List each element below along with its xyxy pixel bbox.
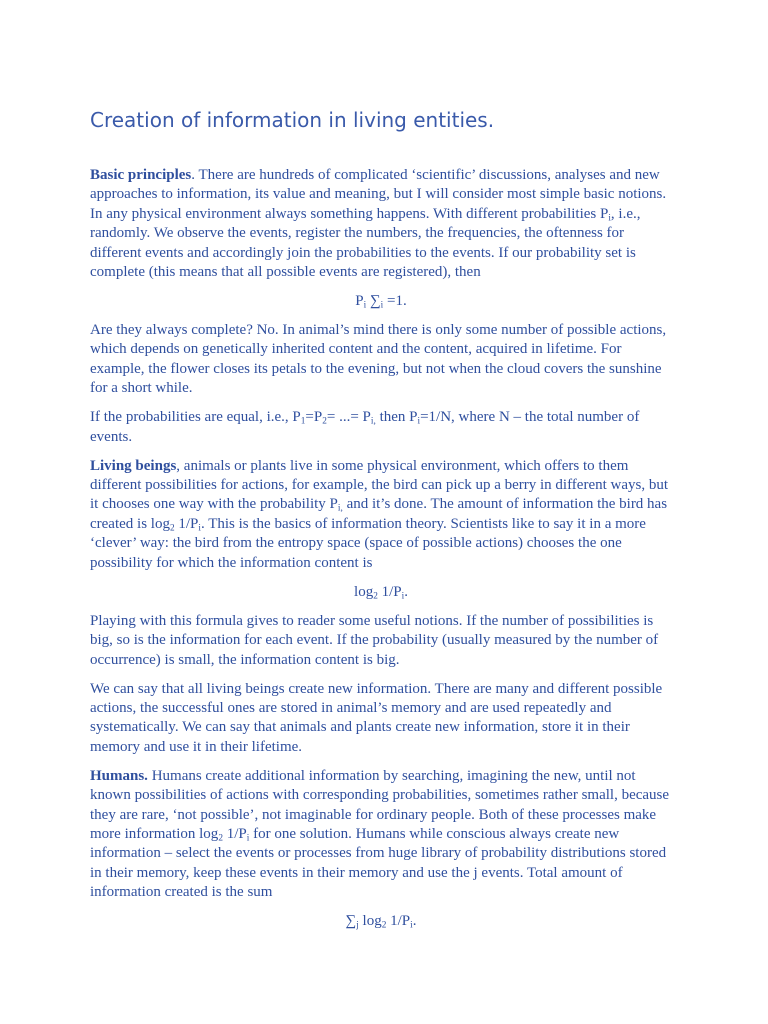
subscript: i (608, 213, 611, 224)
formula-text: log (358, 913, 382, 930)
subscript: i (401, 591, 405, 601)
paragraph-new-information: We can say that all living beings create new information. There are many and different possible actions, the successful ones are stored in animal’s memory and are used repeatedly and systematically. We can say that animals and plants create new information, store it in their memory and use it in their lifetime. (90, 680, 663, 755)
page-title: Creation of information in living entities. (90, 108, 495, 132)
subscript: 2 (373, 591, 378, 601)
paragraph-text: =1/N, where N – the total number of events. (90, 409, 640, 445)
paragraph-humans (90, 767, 672, 903)
subscript: j (356, 920, 359, 931)
formula-information-content (90, 583, 672, 602)
paragraph-text: If the probabilities are equal, i.e., P (90, 409, 301, 426)
subscript: i (410, 920, 413, 931)
paragraph-equal-probabilities (90, 408, 672, 447)
paragraph-text: . There are hundreds of complicated ‘scientific’ discussions, analyses and new approaches to information, its value and meaning, but I will consider most simple basic notions. In any physical environment always something happens. With different probabilities P (90, 167, 667, 222)
subscript: i (198, 523, 201, 534)
paragraph-text: =P (305, 409, 323, 426)
subscript: i, (337, 503, 343, 514)
formula-text: . (412, 913, 417, 930)
subscript: i (363, 300, 367, 311)
section-heading-humans: Humans. (90, 767, 148, 784)
section-heading-basic-principles: Basic principles (90, 167, 192, 183)
formula-text: 1/P (386, 913, 411, 930)
paragraph-living-beings (90, 457, 672, 573)
formula-text: 1/P (377, 583, 402, 600)
formula-text: ∑ (345, 913, 357, 930)
subscript: 2 (169, 523, 175, 534)
paragraph-text: 1/P (222, 825, 247, 842)
paragraph-text: , i.e., randomly. We observe the events, register the numbers, the frequencies, the oftenness for different events and accordingly join the probabilities to the events. If our probability set is complete (this means that all possible events are registered), then (90, 205, 641, 281)
paragraph-basic-principles (90, 166, 672, 282)
formula-probability-sum (90, 292, 672, 311)
formula-text: =1. (383, 293, 407, 310)
subscript: 2 (218, 833, 223, 844)
subscript: i (417, 416, 421, 427)
paragraph-text: then P (375, 409, 418, 426)
paragraph-formula-notions: Playing with this formula gives to reader some useful notions. If the number of possibilities is big, so is the information for each event. If the probability (usually measured by the number of occurrence) is small, the information content is big. (90, 612, 659, 668)
formula-total-information (90, 912, 672, 931)
paragraph-text: and it’s done. The amount of information the bird has created is log (90, 496, 668, 532)
subscript: 1 (300, 416, 306, 427)
subscript: 2 (322, 416, 327, 427)
paragraph-text: 1/P (174, 515, 199, 532)
subscript: i, (370, 416, 376, 427)
subscript: 2 (381, 920, 387, 931)
paragraph-completeness: Are they always complete? No. In animal’s mind there is only some number of possible actions, which depends on genetically inherited content and the content, acquired in lifetime. For example, the flower closes its petals to the evening, but not when the cloud covers the sunshine for a short while. (90, 322, 667, 397)
formula-text: P (355, 293, 364, 310)
formula-text: ∑ (366, 293, 381, 310)
paragraph-text: for one solution. Humans while conscious always create new information – select the events or processes from huge library of probability distributions stored in their memory, keep these events in their memory and use the j events. Total amount of information created is the sum (90, 825, 667, 901)
section-heading-living-beings: Living beings (90, 457, 177, 474)
paragraph-text: . This is the basics of information theory. Scientists like to say it in a more ‘clever’ way: the bird from the entropy space (space of possible actions) chooses the one possibility for which the information content is (90, 515, 646, 571)
formula-text: log (354, 583, 374, 600)
formula-text: . (404, 583, 408, 600)
subscript: i (246, 833, 250, 844)
paragraph-text: Humans create additional information by searching, imagining the new, until not known possibilities of actions with corresponding probabilities, sometimes rather small, because they are rare, ‘not possible’, not imaginable for ordinary people. Both of these processes make more information log (90, 767, 670, 842)
paragraph-text: = ...= P (326, 409, 371, 426)
subscript: i (380, 300, 384, 311)
paragraph-text: , animals or plants live in some physical environment, which offers to them different possibilities for actions, for example, the bird can pick up a berry in different ways, but it chooses one way with the probability P (90, 457, 669, 513)
